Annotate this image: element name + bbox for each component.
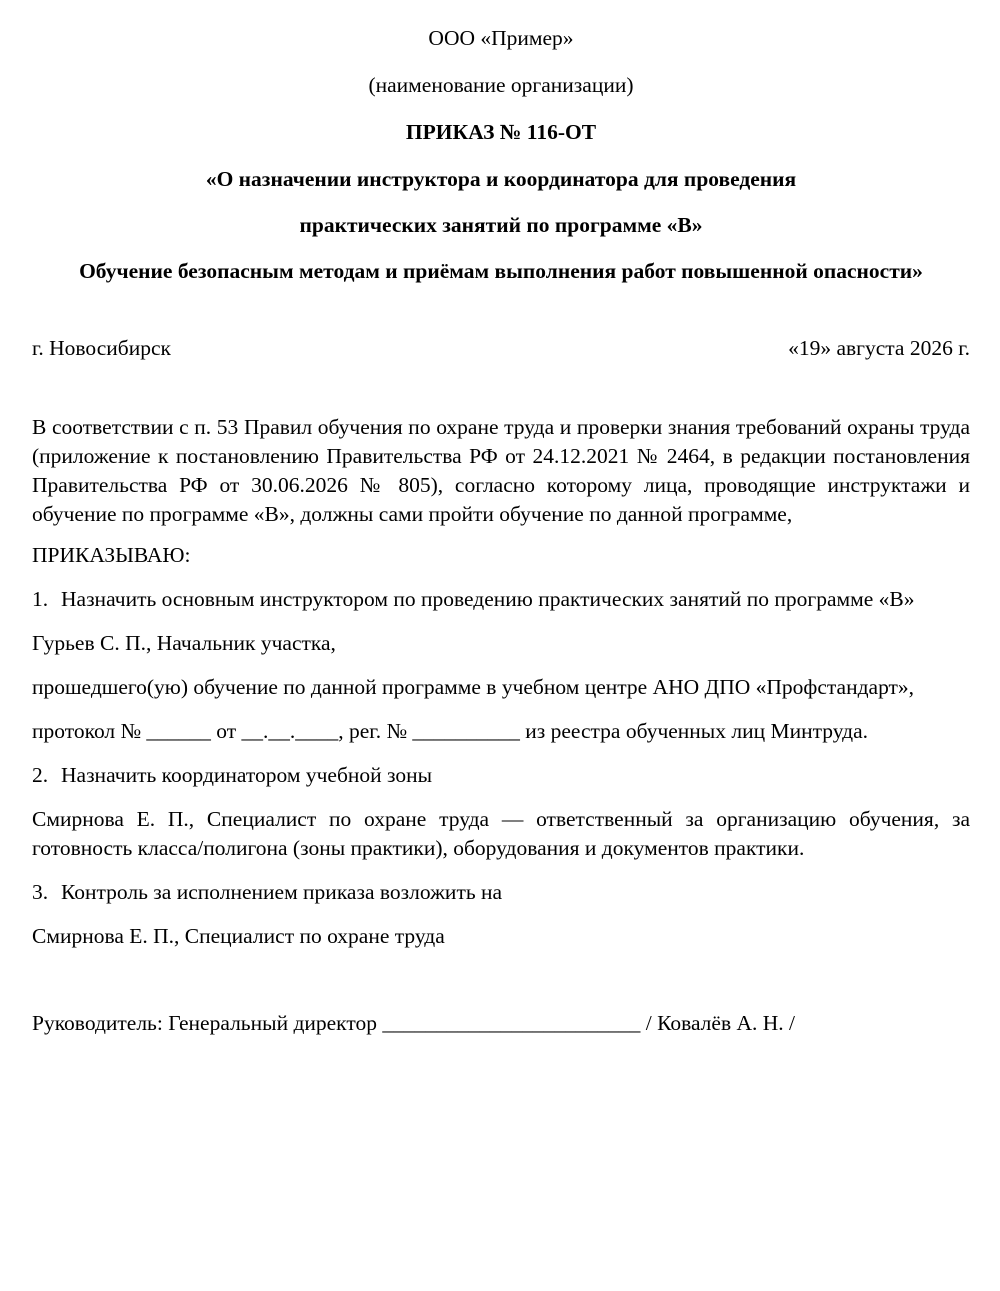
order-document: [32, 24, 970, 1038]
item-number: 3.: [32, 880, 49, 904]
control-person: Смирнова Е. П., Специалист по охране труда: [32, 924, 445, 948]
order-word: ПРИКАЗЫВАЮ:: [32, 543, 191, 567]
signature-label: Руководитель: Генеральный директор: [32, 1011, 377, 1035]
order-date: «19» августа 2026 г.: [788, 336, 970, 360]
item-text: Контроль за исполнением приказа возложить на: [61, 880, 503, 904]
order-subject-line-1: «О назначении инструктора и координатора для проведения: [205, 167, 797, 191]
place-date-row: [32, 334, 970, 363]
instructor-person: Гурьев С. П., Начальник участка,: [32, 631, 336, 655]
organization-note: (наименование организации): [368, 73, 634, 97]
instructor-training: прошедшего(ую) обучение по данной программе в учебном центре АНО ДПО «Профстандарт»,: [32, 675, 915, 699]
item-number: 2.: [32, 763, 49, 787]
order-subject-line-2: практических занятий по программе «В»: [299, 213, 703, 237]
preamble: В соответствии с п. 53 Правил обучения по охране труда и проверки знания требований охраны труда (приложение к постановлению Правительства РФ от 24.12.2021 № 2464, в редакции постановления Правительства РФ от 30.06.2026 № 805), согласно которому лица, проводящие инструктажи и обучение по программе «В», должны сами пройти обучение по данной программе,: [32, 415, 970, 526]
coordinator-person: Смирнова Е. П., Специалист по охране труда — ответственный за организацию обучения, за готовность класса/полигона (зоны практики), оборудования и документов практики.: [32, 807, 970, 860]
order-item-3: [32, 878, 970, 907]
item-text: Назначить координатором учебной зоны: [61, 763, 433, 787]
signature-line: ________________________: [382, 1011, 641, 1035]
city: г. Новосибирск: [32, 336, 171, 360]
order-subject-line-3: Обучение безопасным методам и приёмам выполнения работ повышенной опасности»: [79, 259, 923, 283]
item-number: 1.: [32, 587, 49, 611]
instructor-protocol: протокол № ______ от __.__.____, рег. № __________ из реестра обученных лиц Минтруда.: [32, 719, 869, 743]
signature-row: [32, 1009, 970, 1038]
order-item-2: [32, 761, 970, 790]
signature-name: / Ковалёв А. Н. /: [645, 1011, 796, 1035]
order-title: ПРИКАЗ № 116-ОТ: [405, 120, 597, 144]
item-text: Назначить основным инструктором по проведению практических занятий по программе «В»: [61, 587, 915, 611]
order-item-1: [32, 585, 970, 614]
organization-name: ООО «Пример»: [428, 26, 574, 50]
